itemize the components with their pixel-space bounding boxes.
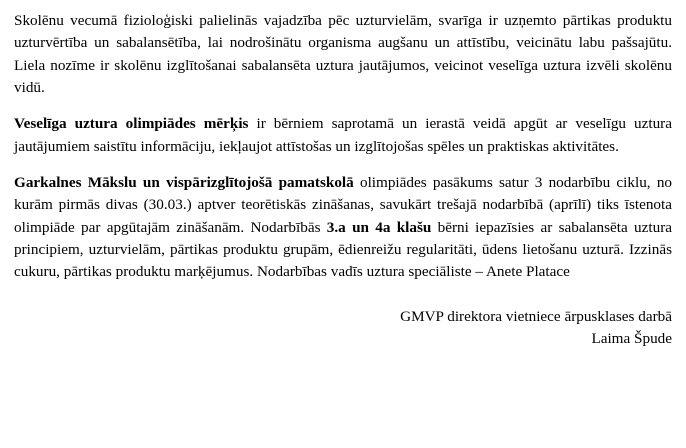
signature-name: Laima Špude [591,330,672,348]
paragraph-goal [14,113,672,158]
signature-role: GMVP direktora vietniece ārpusklases darbā [400,307,672,325]
paragraph-school-text-2: bērni iepazīsies ar sabalansēta uztura principiem, uzturvielām, pārtikas produktu grupām, ēdienreižu regularitāti, ūdens lietošanu uzturā. Izzinās cukuru, pārtikas produktu marķējumus. Nodarbības vadīs uztura speciāliste – Anete Platace [14,218,672,281]
paragraph-goal-heading: Veselīga uztura olimpiādes mērķis [14,115,249,133]
paragraph-goal-text: ir bērniem saprotamā un ierastā veidā apgūt ar veselīgu uztura jautājumiem saistītu informāciju, iekļaujot attīstošas un izglītojošas spēles un praktiskas aktivitātes. [14,115,672,155]
paragraph-intro-text: Skolēnu vecumā fizioloģiski palielinās vajadzība pēc uzturvielām, svarīga ir uzņemto pārtikas produktu uzturvērtība un sabalansētība, lai nodrošinātu organisma augšanu un attīstību, veicinātu labu pašsajūtu. Liela nozīme ir skolēnu izglītošanai sabalansēta uztura jautājumos, veicinot veselīga uztura izvēli skolēnu vidū. [14,12,672,97]
paragraph-intro [14,10,672,99]
paragraph-school [14,172,672,284]
paragraph-school-name: Garkalnes Mākslu un vispārizglītojošā pamatskolā [14,174,354,192]
signature-block [14,306,672,351]
paragraph-school-text-1: olimpiādes pasākums satur 3 nodarbību ciklu, no kurām pirmās divas (30.03.) aptver teorētiskās zināšanas, savukārt trešajā nodarbībā (aprīlī) tiks īstenota olimpiāde par apgūtajām zināšanām. Nodarbībās [14,174,673,236]
paragraph-school-classes: 3.a un 4a klašu [326,218,432,236]
